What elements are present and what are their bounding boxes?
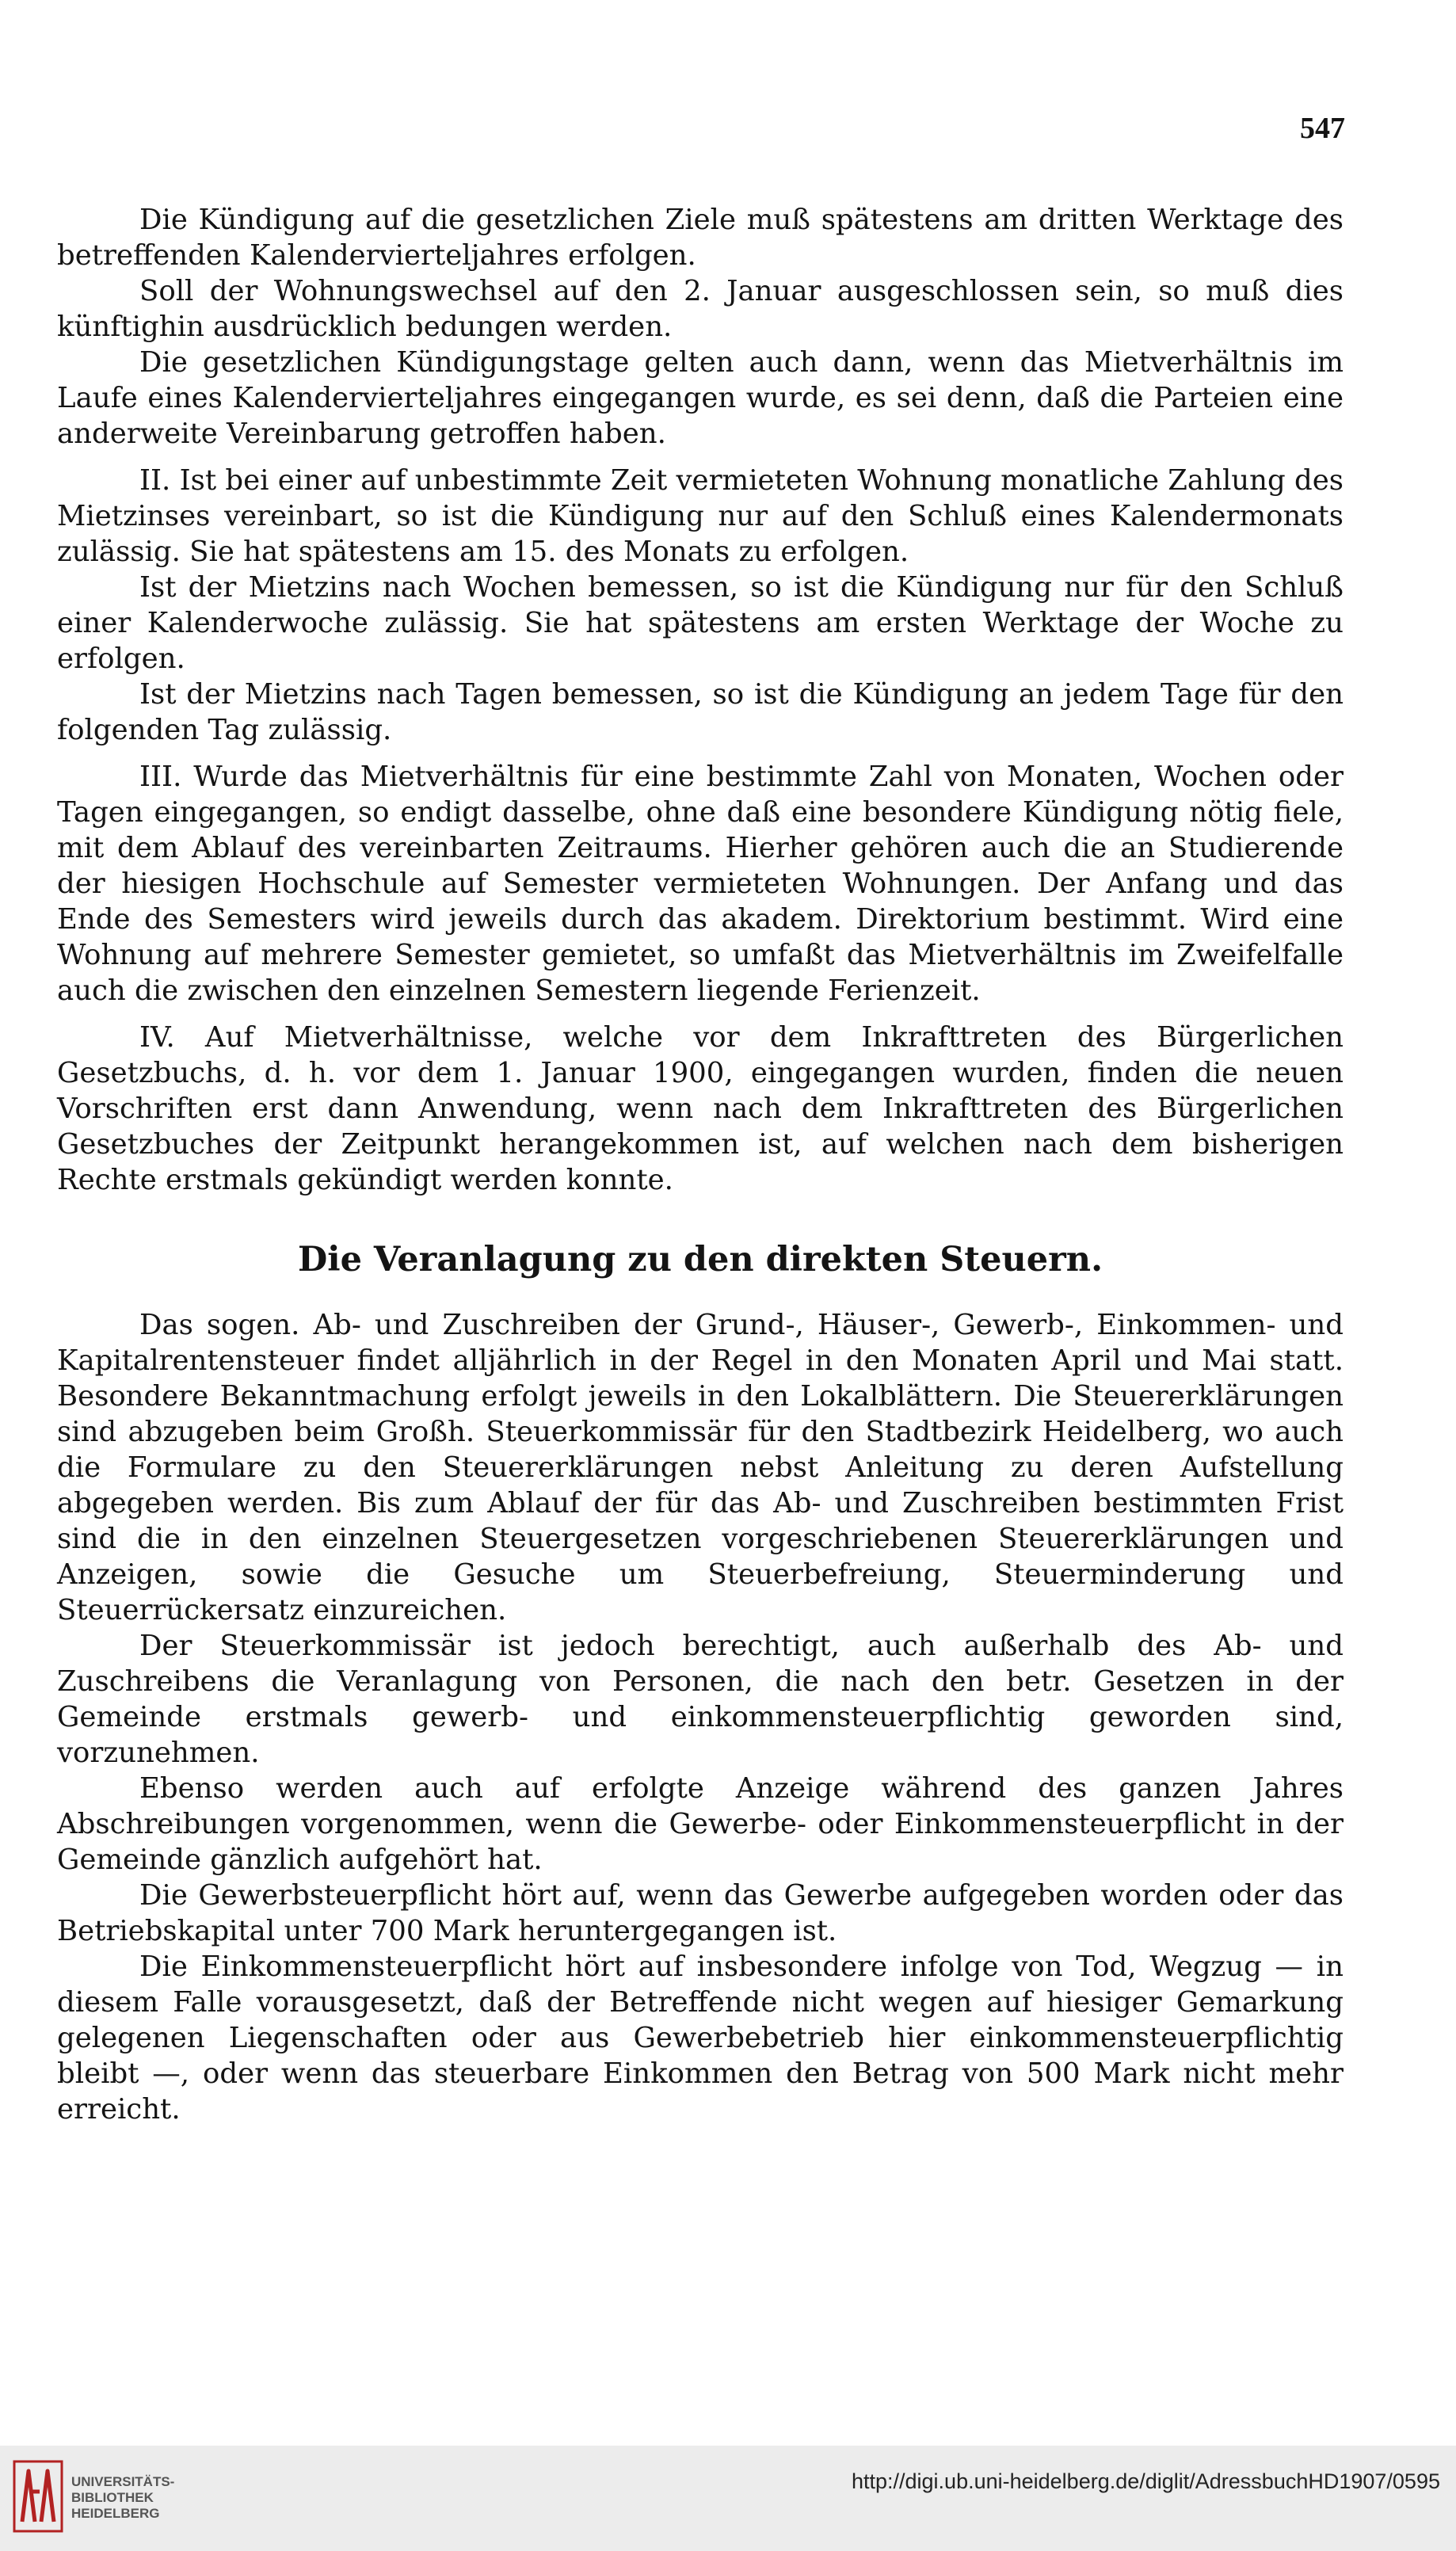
- section-heading: Die Veranlagung zu den direkten Steuern.: [297, 1240, 1103, 1279]
- footer-bar: [0, 2446, 1456, 2551]
- paragraph: Die Einkommensteuerpflicht hört auf insbesondere infolge von Tod, Wegzug — in diesem Falle vorausgesetzt, daß der Betreffende nicht wegen auf hiesiger Gemarkung gelegenen Liegenschaften oder aus Gewerbebetrieb hier einkommensteuerpflichtig bleibt —, oder wenn das steuerbare Einkommen den Betrag von 500 Mark nicht mehr erreicht.: [57, 1950, 1344, 2126]
- paragraph: Der Steuerkommissär ist jedoch berechtigt, auch außerhalb des Ab- und Zuschreibens die Veranlagung von Personen, die nach den betr. Gesetzen in der Gemeinde erstmals gewerb- und einkommensteuerpflichtig geworden sind, vorzunehmen.: [57, 1630, 1344, 1769]
- paragraph: III. Wurde das Mietverhältnis für eine bestimmte Zahl von Monaten, Wochen oder Tagen eingegangen, so endigt dasselbe, ohne daß eine besondere Kündigung nötig fiele, mit dem Ablauf des vereinbarten Zeitraums. Hierher gehören auch die an Studierende der hiesigen Hochschule auf Semester vermieteten Wohnungen. Der Anfang und das Ende des Semesters wird jeweils durch das akadem. Direktorium bestimmt. Wird eine Wohnung auf mehrere Semester gemietet, so umfaßt das Mietverhältnis im Zweifelfalle auch die zwischen den einzelnen Semestern liegende Ferienzeit.: [57, 761, 1344, 1007]
- paragraph: Das sogen. Ab- und Zuschreiben der Grund-, Häuser-, Gewerb-, Einkommen- und Kapitalrentensteuer findet alljährlich in der Regel in den Monaten April und Mai statt. Besondere Bekanntmachung erfolgt jeweils in den Lokalblättern. Die Steuererklärungen sind abzugeben beim Großh. Steuerkommissär für den Stadtbezirk Heidelberg, wo auch die Formulare zu den Steuererklärungen nebst Anleitung zu deren Aufstellung abgegeben werden. Bis zum Ablauf der für das Ab- und Zuschreiben bestimmten Frist sind die in den einzelnen Steuergesetzen vorgeschriebenen Steuererklärungen und Anzeigen, sowie die Gesuche um Steuerbefreiung, Steuerminderung und Steuerrückersatz einzureichen.: [57, 1309, 1344, 1626]
- library-name: UNIVERSITÄTS- BIBLIOTHEK HEIDELBERG: [71, 2474, 175, 2521]
- paragraph: Soll der Wohnungswechsel auf den 2. Januar ausgeschlossen sein, so muß dies künftighin ausdrücklich bedungen werden.: [57, 275, 1344, 343]
- paragraph: II. Ist bei einer auf unbestimmte Zeit vermieteten Wohnung monatliche Zahlung des Mietzinses vereinbart, so ist die Kündigung nur auf den Schluß eines Kalendermonats zulässig. Sie hat spätestens am 15. des Monats zu erfolgen.: [57, 464, 1344, 568]
- paragraph: Die Gewerbsteuerpflicht hört auf, wenn das Gewerbe aufgegeben worden oder das Betriebskapital unter 700 Mark heruntergegangen ist.: [57, 1879, 1344, 1947]
- page-content: [57, 202, 1344, 2127]
- paragraph: Ist der Mietzins nach Wochen bemessen, so ist die Kündigung nur für den Schluß einer Kalenderwoche zulässig. Sie hat spätestens am ersten Werktage der Woche zu erfolgen.: [57, 571, 1344, 675]
- permalink-url[interactable]: http://digi.ub.uni-heidelberg.de/diglit/AdressbuchHD1907/0595: [851, 2469, 1440, 2493]
- library-seal-icon: [13, 2460, 63, 2536]
- paragraph: Ebenso werden auch auf erfolgte Anzeige während des ganzen Jahres Abschreibungen vorgenommen, wenn die Gewerbe- oder Einkommensteuerpflicht in der Gemeinde gänzlich aufgehört hat.: [57, 1772, 1344, 1876]
- library-logo[interactable]: [13, 2460, 174, 2536]
- paragraph: Ist der Mietzins nach Tagen bemessen, so ist die Kündigung an jedem Tage für den folgenden Tag zulässig.: [57, 678, 1344, 746]
- paragraph: Die Kündigung auf die gesetzlichen Ziele muß spätestens am dritten Werktage des betreffenden Kalendervierteljahres erfolgen.: [57, 204, 1344, 272]
- paragraph: Die gesetzlichen Kündigungstage gelten auch dann, wenn das Mietverhältnis im Laufe eines Kalendervierteljahres eingegangen wurde, es sei denn, daß die Parteien eine anderweite Vereinbarung getroffen haben.: [57, 346, 1344, 450]
- page-number: 547: [1300, 112, 1345, 145]
- paragraph: IV. Auf Mietverhältnisse, welche vor dem Inkrafttreten des Bürgerlichen Gesetzbuchs, d. h. vor dem 1. Januar 1900, eingegangen wurden, finden die neuen Vorschriften erst dann Anwendung, wenn nach dem Inkrafttreten des Bürgerlichen Gesetzbuches der Zeitpunkt herangekommen ist, auf welchen nach dem bisherigen Rechte erstmals gekündigt werden konnte.: [57, 1021, 1344, 1196]
